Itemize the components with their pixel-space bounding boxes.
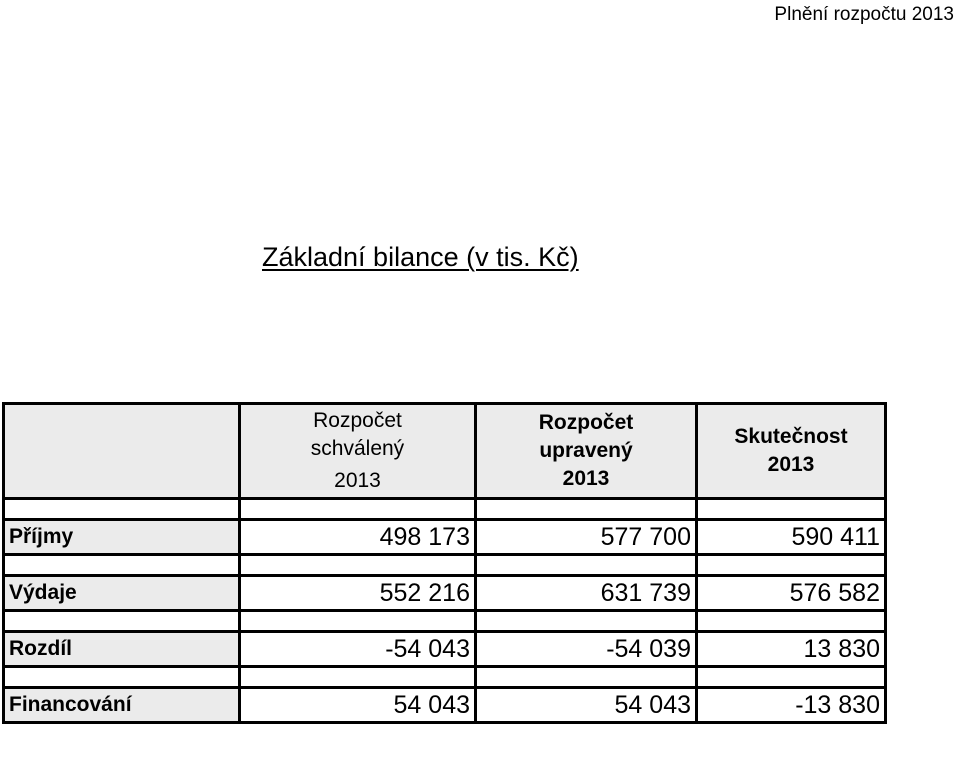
column-header-adjusted-budget bbox=[476, 404, 697, 499]
cell-value: -54 043 bbox=[240, 632, 476, 667]
spacer-row bbox=[4, 499, 886, 520]
cell-value: -54 039 bbox=[476, 632, 697, 667]
cell-value: -13 830 bbox=[697, 688, 886, 723]
row-label: Rozdíl bbox=[4, 632, 240, 667]
spacer-row bbox=[4, 611, 886, 632]
cell-value: 590 411 bbox=[697, 520, 886, 555]
cell-value: 577 700 bbox=[476, 520, 697, 555]
column-header-line: Rozpočet bbox=[538, 411, 634, 434]
spacer-row bbox=[4, 667, 886, 688]
column-header-approved-budget bbox=[240, 404, 476, 499]
table-row bbox=[4, 688, 886, 723]
spacer-row bbox=[4, 555, 886, 576]
cell-value: 576 582 bbox=[697, 576, 886, 611]
table-header-row bbox=[4, 404, 886, 499]
column-header-line: 2013 bbox=[767, 453, 815, 476]
page-header-note: Plnění rozpočtu 2013 bbox=[774, 4, 954, 25]
cell-value: 54 043 bbox=[240, 688, 476, 723]
row-label: Příjmy bbox=[4, 520, 240, 555]
column-header-line: 2013 bbox=[334, 469, 381, 492]
table-row bbox=[4, 520, 886, 555]
document-title: Základní bilance (v tis. Kč) bbox=[262, 242, 579, 272]
cell-value: 498 173 bbox=[240, 520, 476, 555]
column-header-line: Skutečnost bbox=[734, 425, 848, 448]
column-header-line: schválený bbox=[310, 437, 405, 460]
cell-value: 631 739 bbox=[476, 576, 697, 611]
balance-table bbox=[2, 402, 887, 724]
header-empty-cell bbox=[4, 404, 240, 499]
column-header-line: upravený bbox=[539, 439, 633, 462]
table-row bbox=[4, 632, 886, 667]
column-header-line: Rozpočet bbox=[313, 409, 402, 432]
cell-value: 54 043 bbox=[476, 688, 697, 723]
column-header-actual bbox=[697, 404, 886, 499]
column-header-line: 2013 bbox=[562, 467, 610, 490]
row-label: Financování bbox=[4, 688, 240, 723]
cell-value: 552 216 bbox=[240, 576, 476, 611]
row-label: Výdaje bbox=[4, 576, 240, 611]
table-row bbox=[4, 576, 886, 611]
cell-value: 13 830 bbox=[697, 632, 886, 667]
